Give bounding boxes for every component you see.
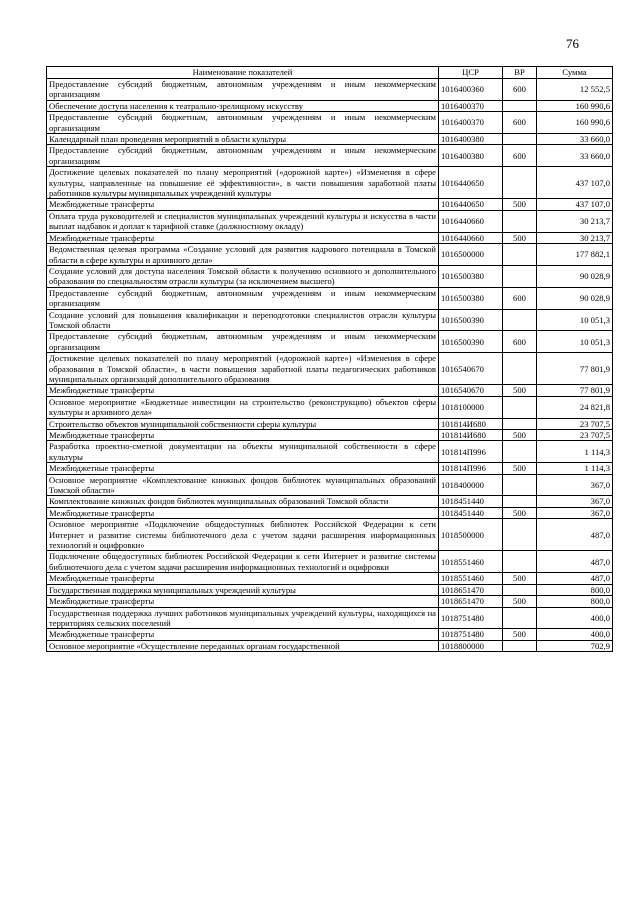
row-name-cell: Комплектование книжных фондов библиотек муниципальных образований Томской области — [47, 496, 439, 507]
row-csr-cell: 1016540670 — [439, 385, 503, 396]
row-name-cell: Ведомственная целевая программа «Создание условий для развития кадрового потенциала в Томской области в сфере культуры и архивного дела» — [47, 244, 439, 266]
row-csr-cell: 1016440660 — [439, 210, 503, 232]
row-name-cell: Предоставление субсидий бюджетным, автономным учреждениям и иным некоммерческим организациям — [47, 79, 439, 101]
row-name-cell: Основное мероприятие «Комплектование книжных фондов библиотек муниципальных образований Томской области» — [47, 474, 439, 496]
row-sum-cell: 400,0 — [537, 607, 613, 629]
row-csr-cell: 1018551460 — [439, 573, 503, 584]
row-sum-cell: 367,0 — [537, 496, 613, 507]
table-row — [47, 210, 613, 232]
row-name-cell: Межбюджетные трансферты — [47, 199, 439, 210]
row-csr-cell: 1018500000 — [439, 519, 503, 551]
table-row — [47, 584, 613, 595]
row-vr-cell — [503, 265, 537, 287]
row-vr-cell — [503, 353, 537, 385]
row-sum-cell: 77 801,9 — [537, 353, 613, 385]
table-row — [47, 79, 613, 101]
row-vr-cell: 500 — [503, 596, 537, 607]
row-csr-cell: 101814П996 — [439, 463, 503, 474]
row-sum-cell: 90 028,9 — [537, 265, 613, 287]
row-vr-cell — [503, 496, 537, 507]
row-csr-cell: 101814И680 — [439, 418, 503, 429]
row-name-cell: Межбюджетные трансферты — [47, 629, 439, 640]
row-vr-cell — [503, 167, 537, 199]
row-name-cell: Основное мероприятие «Осуществление переданных органам государственной — [47, 640, 439, 651]
row-name-cell: Обеспечение доступа населения к театрально-зрелищному искусству — [47, 100, 439, 111]
row-name-cell: Межбюджетные трансферты — [47, 596, 439, 607]
row-vr-cell: 600 — [503, 112, 537, 134]
row-sum-cell: 10 051,3 — [537, 331, 613, 353]
row-csr-cell: 1018551460 — [439, 551, 503, 573]
row-name-cell: Предоставление субсидий бюджетным, автономным учреждениям и иным некоммерческим организациям — [47, 112, 439, 134]
row-sum-cell: 160 990,6 — [537, 112, 613, 134]
row-name-cell: Межбюджетные трансферты — [47, 573, 439, 584]
row-vr-cell: 500 — [503, 199, 537, 210]
row-csr-cell: 1016500380 — [439, 265, 503, 287]
row-csr-cell: 1016500390 — [439, 331, 503, 353]
column-header-vr: ВР — [503, 67, 537, 79]
row-sum-cell: 1 114,3 — [537, 441, 613, 463]
row-sum-cell: 12 552,5 — [537, 79, 613, 101]
table-row — [47, 640, 613, 651]
table-row — [47, 265, 613, 287]
row-sum-cell: 1 114,3 — [537, 463, 613, 474]
table-row — [47, 287, 613, 309]
table-row — [47, 145, 613, 167]
row-name-cell: Предоставление субсидий бюджетным, автономным учреждениям и иным некоммерческим организациям — [47, 287, 439, 309]
row-vr-cell — [503, 607, 537, 629]
row-csr-cell: 1018451440 — [439, 496, 503, 507]
table-row — [47, 629, 613, 640]
row-sum-cell: 160 990,6 — [537, 100, 613, 111]
row-csr-cell: 1018451440 — [439, 507, 503, 518]
row-csr-cell: 1016400360 — [439, 79, 503, 101]
row-name-cell: Основное мероприятие «Подключение общедоступных библиотек Российской Федерации к сети Интернет и развитие системы библиотечного дела с учетом задачи расширения информационных технологий и оцифровки» — [47, 519, 439, 551]
row-vr-cell: 500 — [503, 507, 537, 518]
table-row — [47, 134, 613, 145]
row-vr-cell — [503, 519, 537, 551]
row-vr-cell: 600 — [503, 79, 537, 101]
row-sum-cell: 33 660,0 — [537, 145, 613, 167]
row-csr-cell: 1018400000 — [439, 474, 503, 496]
row-sum-cell: 33 660,0 — [537, 134, 613, 145]
row-sum-cell: 437 107,0 — [537, 199, 613, 210]
table-row — [47, 331, 613, 353]
row-vr-cell: 500 — [503, 573, 537, 584]
table-row — [47, 309, 613, 331]
table-row — [47, 232, 613, 243]
row-sum-cell: 367,0 — [537, 507, 613, 518]
row-vr-cell — [503, 134, 537, 145]
row-name-cell: Календарный план проведения мероприятий в области культуры — [47, 134, 439, 145]
row-name-cell: Межбюджетные трансферты — [47, 232, 439, 243]
table-row — [47, 607, 613, 629]
row-vr-cell — [503, 640, 537, 651]
row-sum-cell: 367,0 — [537, 474, 613, 496]
row-name-cell: Подключение общедоступных библиотек Российской Федерации к сети Интернет и развитие системы библиотечного дела с учетом задачи расширения информационных технологий и оцифровки — [47, 551, 439, 573]
row-sum-cell: 487,0 — [537, 519, 613, 551]
budget-table — [46, 66, 613, 652]
row-vr-cell — [503, 396, 537, 418]
row-sum-cell: 30 213,7 — [537, 232, 613, 243]
table-row — [47, 396, 613, 418]
table-row — [47, 496, 613, 507]
table-row — [47, 385, 613, 396]
row-sum-cell: 487,0 — [537, 573, 613, 584]
row-vr-cell: 600 — [503, 287, 537, 309]
row-sum-cell: 177 882,1 — [537, 244, 613, 266]
table-row — [47, 573, 613, 584]
row-vr-cell — [503, 474, 537, 496]
table-row — [47, 167, 613, 199]
row-vr-cell — [503, 100, 537, 111]
row-name-cell: Создание условий для повышения квалификации и переподготовки специалистов отрасли культуры Томской области — [47, 309, 439, 331]
row-vr-cell — [503, 210, 537, 232]
row-sum-cell: 437 107,0 — [537, 167, 613, 199]
table-row — [47, 596, 613, 607]
row-sum-cell: 10 051,3 — [537, 309, 613, 331]
row-csr-cell: 1018751480 — [439, 629, 503, 640]
row-vr-cell: 500 — [503, 232, 537, 243]
row-csr-cell: 1016440650 — [439, 199, 503, 210]
row-csr-cell: 1016540670 — [439, 353, 503, 385]
row-sum-cell: 23 707,5 — [537, 418, 613, 429]
row-csr-cell: 1016440650 — [439, 167, 503, 199]
row-csr-cell: 1016400380 — [439, 134, 503, 145]
row-vr-cell: 500 — [503, 430, 537, 441]
row-vr-cell — [503, 418, 537, 429]
table-row — [47, 418, 613, 429]
table-row — [47, 199, 613, 210]
row-sum-cell: 77 801,9 — [537, 385, 613, 396]
row-sum-cell: 30 213,7 — [537, 210, 613, 232]
row-sum-cell: 800,0 — [537, 596, 613, 607]
table-row — [47, 100, 613, 111]
row-sum-cell: 487,0 — [537, 551, 613, 573]
table-row — [47, 519, 613, 551]
row-name-cell: Государственная поддержка муниципальных учреждений культуры — [47, 584, 439, 595]
row-vr-cell: 600 — [503, 331, 537, 353]
table-row — [47, 551, 613, 573]
row-name-cell: Достижение целевых показателей по плану мероприятий («дорожной карте») «Изменения в сфере образования в Томской области», в части повышения заработной платы педагогических работников муниципальных организаций дополнительного образования — [47, 353, 439, 385]
table-row — [47, 463, 613, 474]
table-header — [47, 67, 613, 79]
row-name-cell: Межбюджетные трансферты — [47, 463, 439, 474]
row-vr-cell: 600 — [503, 145, 537, 167]
row-name-cell: Межбюджетные трансферты — [47, 430, 439, 441]
row-csr-cell: 1016500000 — [439, 244, 503, 266]
row-csr-cell: 1018100000 — [439, 396, 503, 418]
row-name-cell: Разработка проектно-сметной документации на объекты муниципальной собственности в сфере культуры — [47, 441, 439, 463]
row-sum-cell: 800,0 — [537, 584, 613, 595]
row-name-cell: Предоставление субсидий бюджетным, автономным учреждениям и иным некоммерческим организациям — [47, 331, 439, 353]
row-vr-cell — [503, 441, 537, 463]
row-sum-cell: 702,9 — [537, 640, 613, 651]
table-row — [47, 430, 613, 441]
row-csr-cell: 1016400370 — [439, 100, 503, 111]
row-csr-cell: 1016400370 — [439, 112, 503, 134]
row-name-cell: Достижение целевых показателей по плану мероприятий («дорожной карте») «Изменения в сфере культуры, направленные на повышение её эффективности», в части повышения заработной платы работников культуры муниципальных учреждений культуры — [47, 167, 439, 199]
table-row — [47, 112, 613, 134]
row-csr-cell: 1016500390 — [439, 309, 503, 331]
row-vr-cell: 500 — [503, 463, 537, 474]
row-sum-cell: 23 707,5 — [537, 430, 613, 441]
row-name-cell: Создание условий для доступа населения Томской области к получению основного и дополнительного образования по специальностям отрасли культуры (за исключением высшего) — [47, 265, 439, 287]
row-name-cell: Основное мероприятие «Бюджетные инвестиции на строительство (реконструкцию) объектов сферы культуры и архивного дела» — [47, 396, 439, 418]
row-name-cell: Оплата труда руководителей и специалистов муниципальных учреждений культуры и искусства в части выплат надбавок и доплат к тарифной ставке (должностному окладу) — [47, 210, 439, 232]
row-sum-cell: 90 028,9 — [537, 287, 613, 309]
row-csr-cell: 1016440660 — [439, 232, 503, 243]
column-header-sum: Сумма — [537, 67, 613, 79]
row-vr-cell — [503, 309, 537, 331]
row-csr-cell: 1018651470 — [439, 584, 503, 595]
row-vr-cell: 500 — [503, 385, 537, 396]
row-csr-cell: 1018651470 — [439, 596, 503, 607]
row-vr-cell: 500 — [503, 629, 537, 640]
row-csr-cell: 1018800000 — [439, 640, 503, 651]
table-row — [47, 353, 613, 385]
table-body — [47, 79, 613, 652]
row-vr-cell — [503, 244, 537, 266]
table-row — [47, 474, 613, 496]
row-vr-cell — [503, 584, 537, 595]
header-row — [47, 67, 613, 79]
row-csr-cell: 1016400380 — [439, 145, 503, 167]
row-name-cell: Предоставление субсидий бюджетным, автономным учреждениям и иным некоммерческим организациям — [47, 145, 439, 167]
table-row — [47, 441, 613, 463]
row-name-cell: Строительство объектов муниципальной собственности сферы культуры — [47, 418, 439, 429]
table-row — [47, 507, 613, 518]
row-name-cell: Межбюджетные трансферты — [47, 385, 439, 396]
row-csr-cell: 101814П996 — [439, 441, 503, 463]
row-csr-cell: 1018751480 — [439, 607, 503, 629]
row-sum-cell: 24 821,8 — [537, 396, 613, 418]
column-header-name: Наименование показателей — [47, 67, 439, 79]
row-csr-cell: 101814И680 — [439, 430, 503, 441]
row-sum-cell: 400,0 — [537, 629, 613, 640]
row-csr-cell: 1016500380 — [439, 287, 503, 309]
page-number: 76 — [566, 36, 579, 51]
row-vr-cell — [503, 551, 537, 573]
row-name-cell: Межбюджетные трансферты — [47, 507, 439, 518]
row-name-cell: Государственная поддержка лучших работников муниципальных учреждений культуры, находящихся на территориях сельских поселений — [47, 607, 439, 629]
column-header-csr: ЦСР — [439, 67, 503, 79]
table-row — [47, 244, 613, 266]
